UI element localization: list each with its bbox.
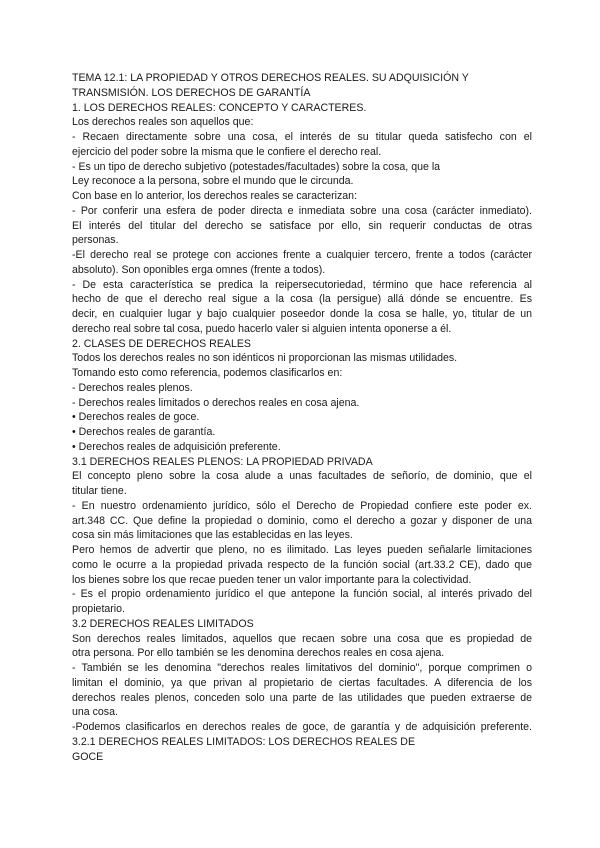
text-line: Con base en lo anterior, los derechos reales se caracterizan:: [72, 190, 358, 202]
text-line: -Podemos clasificarlos en derechos reales de goce, de garantía y de adquisición preferente.: [72, 721, 532, 733]
text-line: • Derechos reales de garantía.: [72, 426, 216, 438]
text-line: -El derecho real se protege con acciones frente a cualquier tercero, frente a todos (carácter: [72, 249, 532, 261]
text-line: - Derechos reales limitados o derechos reales en cosa ajena.: [72, 396, 360, 409]
text-line: TRANSMISIÓN. LOS DERECHOS DE GARANTÍA: [72, 86, 311, 99]
text-line: - Es el propio ordenamiento jurídico el que antepone la función social, al interés privado del: [72, 588, 532, 601]
text-line: • Derechos reales de goce.: [72, 411, 200, 424]
text-line: 2. CLASES DE DERECHOS REALES: [72, 337, 251, 350]
text-line: GOCE: [72, 750, 104, 763]
text-line: propietario.: [72, 603, 125, 615]
text-line: ejercicio del poder sobre la misma que le confiere el derecho real.: [72, 145, 382, 158]
text-line: derechos reales plenos, conceden solo una parte de las utilidades que pueden extraerse de: [72, 691, 532, 704]
text-line: Tomando esto como referencia, podemos clasificarlos en:: [72, 367, 343, 379]
text-line: El concepto pleno sobre la cosa alude a unas facultades de señorío, de dominio, que el: [72, 470, 532, 483]
text-line: - Recaen directamente sobre una cosa, el interés de su titular queda satisfecho con el: [72, 131, 532, 143]
text-line: - En nuestro ordenamiento jurídico, sólo el Derecho de Propiedad confiere este poder ex.: [72, 499, 532, 512]
text-line: art.348 CC. Que define la propiedad o dominio, como el derecho a gozar y disponer de una: [72, 514, 532, 527]
text-line: Los derechos reales son aquellos que:: [72, 116, 254, 129]
text-line: 3.1 DERECHOS REALES PLENOS: LA PROPIEDAD PRIVADA: [72, 455, 373, 468]
text-line: otra persona. Por ello también se les denomina derechos reales en cosa ajena.: [72, 647, 445, 660]
text-line: - Por conferir una esfera de poder directa e inmediata sobre una cosa (carácter inmediato).: [72, 204, 532, 217]
text-line: una cosa.: [72, 706, 118, 719]
text-line: 3.2 DERECHOS REALES LIMITADOS: [72, 617, 254, 630]
text-line: TEMA 12.1: LA PROPIEDAD Y OTROS DERECHOS REALES. SU ADQUISICIÓN Y: [72, 72, 469, 84]
text-line: como le ocurre a la propiedad privada respecto de la función social (art.33.2 CE), dado que: [72, 558, 532, 571]
text-line: personas.: [72, 234, 119, 247]
text-line: - Es un tipo de derecho subjetivo (potestades/facultades) sobre la cosa, que la: [72, 160, 441, 173]
text-line: derecho real sobre tal cosa, puedo hacerlo valer si alguien intenta oponerse a él.: [72, 322, 452, 335]
text-line: hecho de que el derecho real sigue a la cosa (la persigue) allá dónde se encuentre. Es: [72, 293, 532, 306]
document-body: [72, 71, 532, 764]
text-line: absoluto). Son oponibles erga omnes (frente a todos).: [72, 263, 326, 276]
text-line: - También se les denomina "derechos reales limitativos del dominio", porque comprimen o: [72, 662, 532, 674]
text-line: Todos los derechos reales no son idénticos ni proporcionan las mismas utilidades.: [72, 352, 458, 365]
document-page: [72, 71, 532, 764]
text-line: Pero hemos de advertir que pleno, no es ilimitado. Las leyes pueden señalarle limitaciones: [72, 544, 532, 556]
text-line: limitan el dominio, ya que privan al propietario de ciertas facultades. A diferencia de los: [72, 676, 532, 689]
text-line: - De esta característica se predica la reipersecutoriedad, término que hace referencia al: [72, 278, 532, 291]
text-line: los bienes sobre los que recae pueden tener un valor importante para la colectividad.: [72, 573, 472, 586]
text-line: - Derechos reales plenos.: [72, 381, 193, 394]
text-line: cosa sin más limitaciones que las establecidas en las leyes.: [72, 529, 353, 542]
text-line: Son derechos reales limitados, aquellos que recaen sobre una cosa que es propiedad de: [72, 632, 532, 645]
text-line: titular tiene.: [72, 485, 127, 497]
text-line: El interés del titular del derecho se satisface por ello, sin requerir conductas de otras: [72, 219, 532, 232]
text-line: 1. LOS DERECHOS REALES: CONCEPTO Y CARACTERES.: [72, 101, 367, 114]
text-line: decir, en cualquier lugar y bajo cualquier poseedor donde la cosa se halle, yo, titular de un: [72, 308, 532, 320]
text-line: 3.2.1 DERECHOS REALES LIMITADOS: LOS DERECHOS REALES DE: [72, 735, 416, 748]
text-line: Ley reconoce a la persona, sobre el mundo que le circunda.: [72, 175, 354, 188]
text-line: • Derechos reales de adquisición preferente.: [72, 440, 281, 453]
